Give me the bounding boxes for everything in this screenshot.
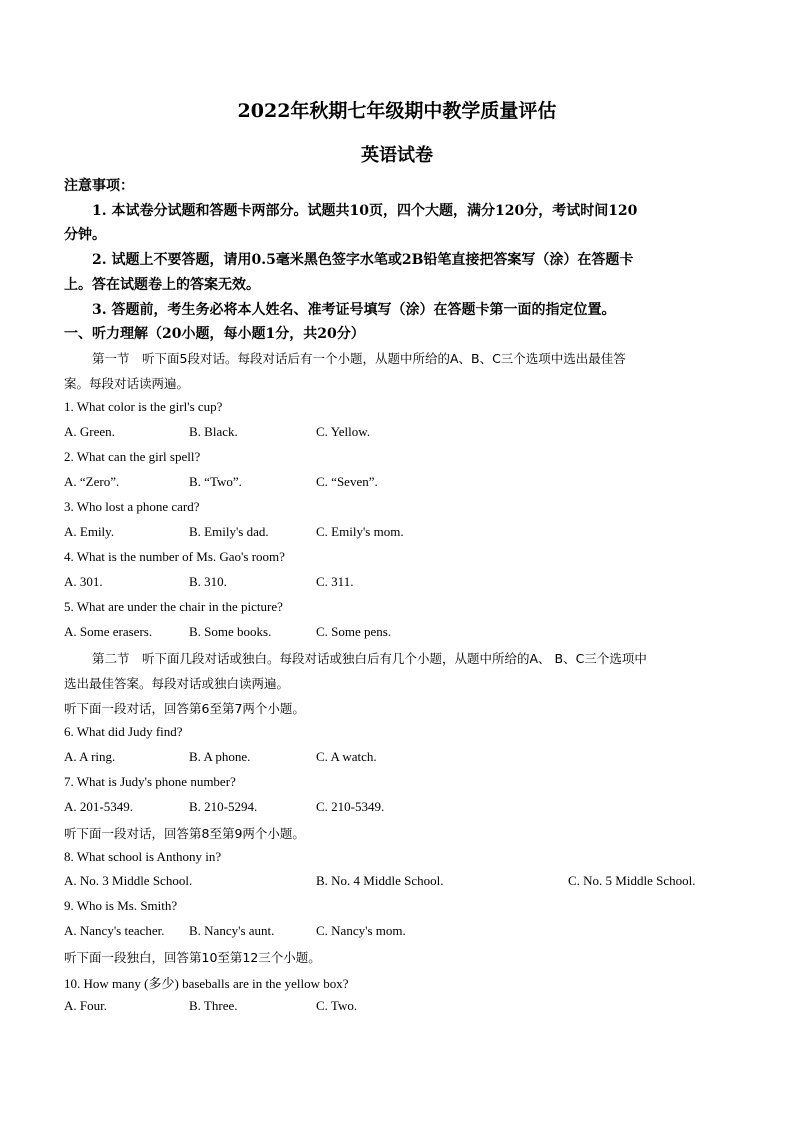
notice-heading: 注意事项： [64, 178, 134, 194]
option-a: A. No. 3 Middle School. [64, 873, 193, 888]
notice-item-3: 3. 答题前，考生务必将本人姓名、准考证号填写（涂）在答题卡第一面的指定位置。 [92, 302, 616, 318]
option-c: C. A watch. [316, 749, 377, 764]
option-c: C. Emily's mom. [316, 524, 404, 539]
question-text: 7. What is Judy's phone number? [64, 774, 236, 789]
question-text: 6. What did Judy find? [64, 724, 183, 739]
part2-instruction-b: 选出最佳答案。每段对话或独白读两遍。 [64, 676, 290, 691]
option-b: B. No. 4 Middle School. [316, 873, 444, 888]
option-b: B. A phone. [189, 749, 251, 764]
option-a: A. 201-5349. [64, 799, 133, 814]
option-a: A. Green. [64, 424, 115, 439]
option-b: B. Black. [189, 424, 238, 439]
question-text: 4. What is the number of Ms. Gao's room? [64, 549, 285, 564]
instruction-q6-q7: 听下面一段对话，回答第6至第7两个小题。 [64, 701, 305, 716]
option-c: C. “Seven”. [316, 474, 378, 489]
option-a: A. A ring. [64, 749, 116, 764]
part2-instruction-a: 第二节 听下面几段对话或独白。每段对话或独白后有几个小题，从题中所给的A、 B、C三个选项中 [92, 651, 647, 666]
option-a: A. Nancy's teacher. [64, 923, 165, 938]
option-b: B. 210-5294. [189, 799, 258, 814]
option-a: A. 301. [64, 574, 103, 589]
question-text: 5. What are under the chair in the picture? [64, 599, 283, 614]
option-c: C. Yellow. [316, 424, 371, 439]
option-c: C. No. 5 Middle School. [568, 873, 696, 888]
instruction-q10-q12: 听下面一段独白，回答第10至第12三个小题。 [64, 950, 321, 965]
option-c: C. Nancy's mom. [316, 923, 406, 938]
option-c: C. 311. [316, 574, 354, 589]
part1-instruction-a: 第一节 听下面5段对话。每段对话后有一个小题，从题中所给的A、B、C三个选项中选出最佳答 [92, 351, 626, 366]
option-c: C. 210-5349. [316, 799, 385, 814]
part1-instruction-b: 案。每段对话读两遍。 [64, 376, 190, 391]
option-a: A. Some erasers. [64, 624, 153, 639]
option-a: A. Four. [64, 998, 107, 1013]
question-text: 8. What school is Anthony in? [64, 849, 222, 864]
option-a: A. Emily. [64, 524, 115, 539]
option-c: C. Some pens. [316, 624, 392, 639]
option-b: B. Nancy's aunt. [189, 923, 275, 938]
question-text: 2. What can the girl spell? [64, 449, 201, 464]
question-text: 9. Who is Ms. Smith? [64, 898, 178, 913]
question-text: 3. Who lost a phone card? [64, 499, 200, 514]
option-b: B. Emily's dad. [189, 524, 269, 539]
option-c: C. Two. [316, 998, 358, 1013]
notice-item-1a: 1. 本试卷分试题和答题卡两部分。试题共10页，四个大题，满分120分，考试时间120 [92, 203, 638, 219]
option-b: B. “Two”. [189, 474, 242, 489]
instruction-q8-q9: 听下面一段对话，回答第8至第9两个小题。 [64, 826, 305, 841]
option-b: B. Some books. [189, 624, 272, 639]
option-b: B. Three. [189, 998, 238, 1013]
question-text: 10. How many (多少) baseballs are in the yellow box? [64, 976, 349, 991]
notice-item-1b: 分钟。 [64, 227, 106, 243]
option-a: A. “Zero”. [64, 474, 120, 489]
exam-title: 2022年秋期七年级期中教学质量评估 [237, 100, 557, 122]
notice-item-2b: 上。答在试题卷上的答案无效。 [64, 277, 260, 293]
option-b: B. 310. [189, 574, 227, 589]
section-heading: 一、听力理解（20小题，每小题1分，共20分） [64, 326, 365, 342]
exam-subtitle: 英语试卷 [361, 145, 433, 166]
notice-item-2a: 2. 试题上不要答题，请用0.5毫米黑色签字水笔或2B铅笔直接把答案写（涂）在答题卡 [92, 252, 634, 268]
question-text: 1. What color is the girl's cup? [64, 399, 223, 414]
